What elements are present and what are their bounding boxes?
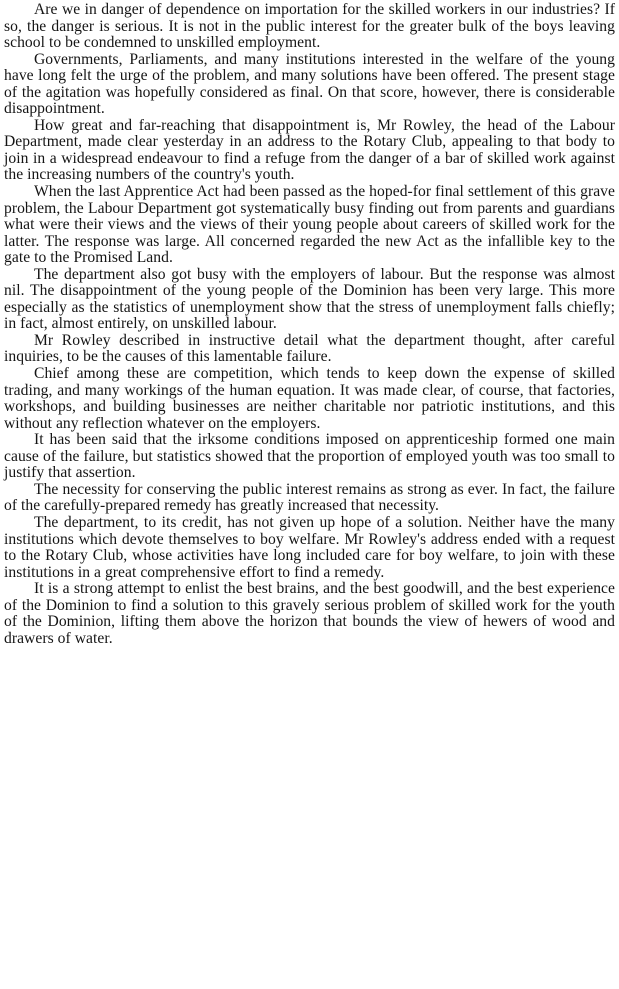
paragraph: Chief among these are competition, which tends to keep down the expense of skilled trading, and many workings of the human equation. It was made clear, of course, that factories, workshops, and building businesses are neither charitable nor patriotic institutions, and this without any reflection whatever on the employers. (4, 365, 615, 432)
paragraph: When the last Apprentice Act had been passed as the hoped-for final settlement of this grave problem, the Labour Department got systematically busy finding out from parents and guardians what were their views and the views of their young people about careers of skilled work for the latter. The response was large. All concerned regarded the new Act as the infallible key to the gate to the Promised Land. (4, 183, 615, 267)
paragraph: It has been said that the irksome conditions imposed on apprenticeship formed one main cause of the failure, but statistics showed that the proportion of employed youth was too small to justify that assertion. (4, 431, 615, 482)
paragraph: Governments, Parliaments, and many institutions interested in the welfare of the young have long felt the urge of the problem, and many solutions have been offered. The present stage of the agitation was hopefully considered as final. On that score, however, there is considerable disappointment. (4, 50, 615, 118)
paragraph: Are we in danger of dependence on importation for the skilled workers in our industries? If so, the danger is serious. It is not in the public interest for the greater bulk of the boys leaving school to be condemned to unskilled employment. (4, 1, 615, 52)
article-body (4, 2, 615, 647)
paragraph: It is a strong attempt to enlist the best brains, and the best goodwill, and the best experience of the Dominion to find a solution to this gravely serious problem of skilled work for the youth of the Dominion, lifting them above the horizon that bounds the view of hewers of wood and drawers of water. (4, 580, 615, 647)
paragraph: How great and far-reaching that disappointment is, Mr Rowley, the head of the Labour Department, made clear yesterday in an address to the Rotary Club, appealing to that body to join in a widespread endeavour to find a refuge from the danger of a bar of skilled work against the increasing numbers of the country's youth. (4, 116, 615, 184)
paragraph: The necessity for conserving the public interest remains as strong as ever. In fact, the failure of the carefully-prepared remedy has greatly increased that necessity. (4, 480, 615, 515)
paragraph: The department also got busy with the employers of labour. But the response was almost nil. The disappointment of the young people of the Dominion has been very large. This more especially as the statistics of unemployment show that the stress of unemployment falls chiefly; in fact, almost entirely, on unskilled labour. (4, 265, 615, 333)
paragraph: The department, to its credit, has not given up hope of a solution. Neither have the many institutions which devote themselves to boy welfare. Mr Rowley's address ended with a request to the Rotary Club, whose activities have long included care for boy welfare, to join with these institutions in a great comprehensive effort to find a remedy. (4, 513, 615, 581)
paragraph: Mr Rowley described in instructive detail what the department thought, after careful inquiries, to be the causes of this lamentable failure. (4, 331, 615, 366)
